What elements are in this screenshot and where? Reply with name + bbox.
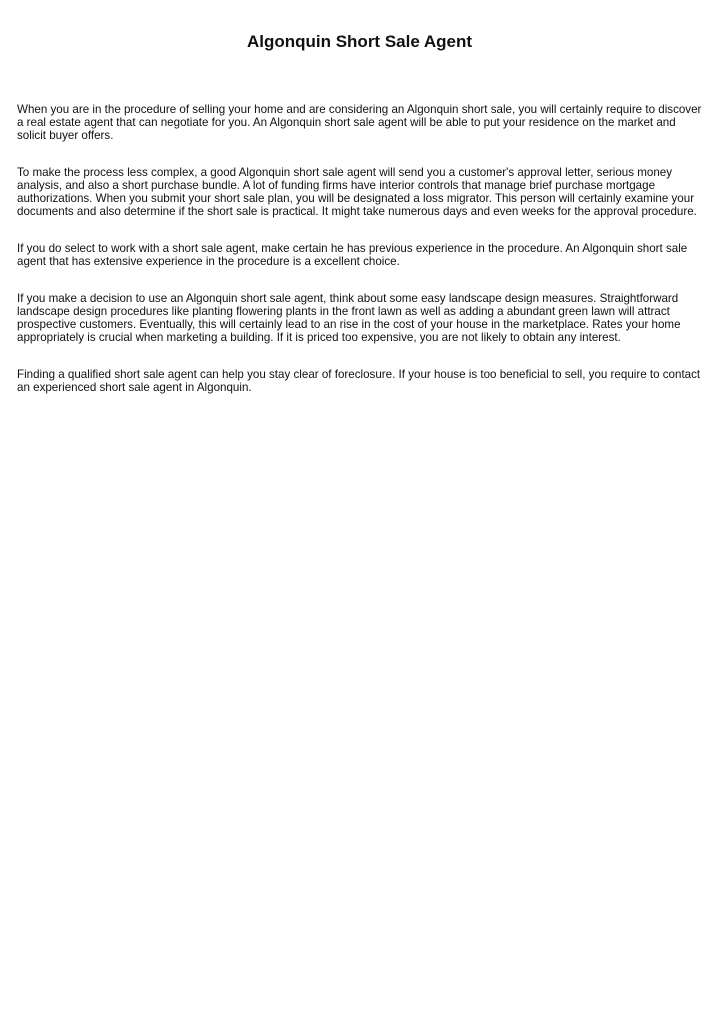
paragraph-4: If you make a decision to use an Algonquin short sale agent, think about some easy landscape design measures. Straightforward landscape design procedures like planting flowering plants in the front lawn as well as adding a abundant green lawn will attract prospective customers. Eventually, this will certainly lead to an rise in the cost of your house in the marketplace. Rates your home appropriately is crucial when marketing a building. If it is priced too expensive, you are not likely to obtain any interest. xyxy=(17,292,681,344)
paragraph-2: To make the process less complex, a good Algonquin short sale agent will send you a customer's approval letter, serious money analysis, and also a short purchase bundle. A lot of funding firms have interior controls that manage brief purchase mortgage authorizations. When you submit your short sale plan, you will be designated a loss migrator. This person will certainly examine your documents and also determine if the short sale is practical. It might take numerous days and even weeks for the approval procedure. xyxy=(17,166,697,218)
paragraph-3: If you do select to work with a short sale agent, make certain he has previous experience in the procedure. An Algonquin short sale agent that has extensive experience in the procedure is a excellent choice. xyxy=(17,242,688,268)
document-body xyxy=(17,103,707,418)
paragraph-5: Finding a qualified short sale agent can help you stay clear of foreclosure. If your house is too beneficial to sell, you require to contact an experienced short sale agent in Algonquin. xyxy=(17,368,701,394)
page-title: Algonquin Short Sale Agent xyxy=(246,32,473,51)
paragraph-1: When you are in the procedure of selling your home and are considering an Algonquin short sale, you will certainly require to discover a real estate agent that can negotiate for you. An Algonquin short sale agent will be able to put your residence on the market and solicit buyer offers. xyxy=(17,103,702,142)
